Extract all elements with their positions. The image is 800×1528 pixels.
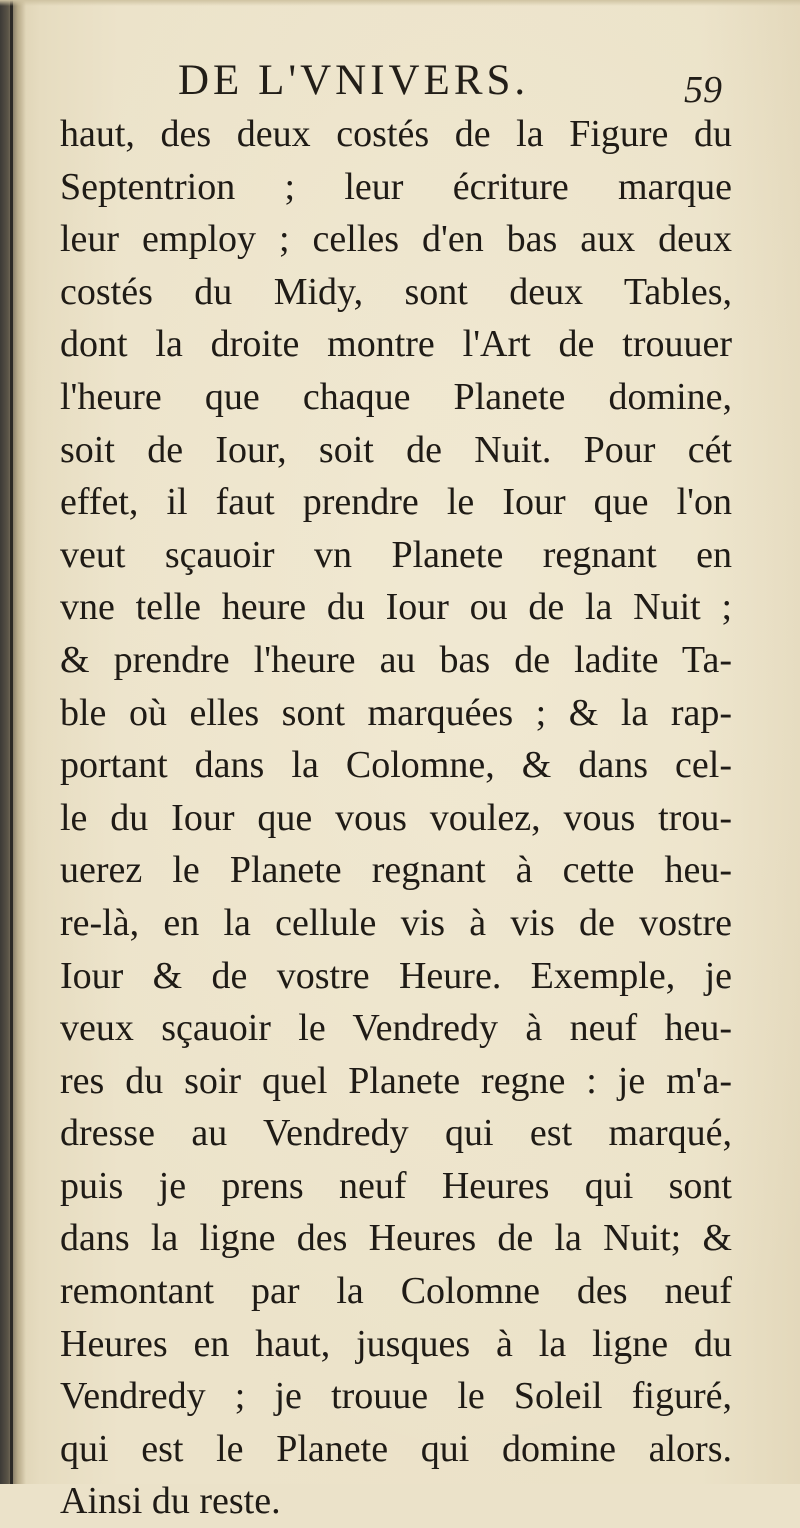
text-line: Septentrion ; leur écriture marque: [60, 165, 732, 208]
text-line: & prendre l'heure au bas de ladite Ta-: [60, 638, 732, 681]
text-line: dans la ligne des Heures de la Nuit; &: [60, 1217, 732, 1260]
text-line: haut, des deux costés de la Figure du: [60, 113, 732, 155]
text-line: Iour & de vostre Heure. Exemple, je: [60, 954, 732, 997]
text-line: ble où elles sont marquées ; & la rap-: [60, 691, 732, 734]
text-line: leur employ ; celles d'en bas aux deux: [60, 218, 732, 261]
text-line: costés du Midy, sont deux Tables,: [60, 270, 732, 313]
body-text: [60, 108, 732, 1528]
text-line: qui est le Planete qui domine alors.: [60, 1427, 732, 1470]
text-line: Heures en haut, jusques à la ligne du: [60, 1322, 732, 1365]
text-line: l'heure que chaque Planete domine,: [60, 375, 732, 418]
text-line: puis je prens neuf Heures qui sont: [60, 1164, 732, 1207]
text-line: Vendredy ; je trouue le Soleil figuré,: [60, 1375, 732, 1418]
text-line: veux sçauoir le Vendredy à neuf heu-: [60, 1007, 732, 1050]
text-line: portant dans la Colomne, & dans cel-: [60, 744, 732, 787]
text-line: effet, il faut prendre le Iour que l'on: [60, 481, 732, 524]
binding-edge: [10, 0, 13, 1484]
text-line: veut sçauoir vn Planete regnant en: [60, 533, 732, 576]
text-line: vne telle heure du Iour ou de la Nuit ;: [60, 586, 732, 629]
text-line: remontant par la Colomne des neuf: [60, 1270, 732, 1313]
text-line: le du Iour que vous voulez, vous trou-: [60, 796, 732, 839]
text-line: dresse au Vendredy qui est marqué,: [60, 1112, 732, 1155]
text-line: res du soir quel Planete regne : je m'a-: [60, 1059, 732, 1102]
text-line: re-là, en la cellule vis à vis de vostre: [60, 901, 732, 944]
binding-shadow: [0, 0, 26, 1484]
text-line: dont la droite montre l'Art de trouuer: [60, 323, 732, 366]
running-head: DE L'VNIVERS.: [178, 57, 530, 104]
text-line: soit de Iour, soit de Nuit. Pour cét: [60, 428, 732, 471]
page-number: 59: [684, 69, 722, 111]
text-line: uerez le Planete regnant à cette heu-: [60, 849, 732, 892]
text-line: Ainsi du reste.: [60, 1480, 281, 1523]
page-top-edge: [0, 0, 800, 6]
